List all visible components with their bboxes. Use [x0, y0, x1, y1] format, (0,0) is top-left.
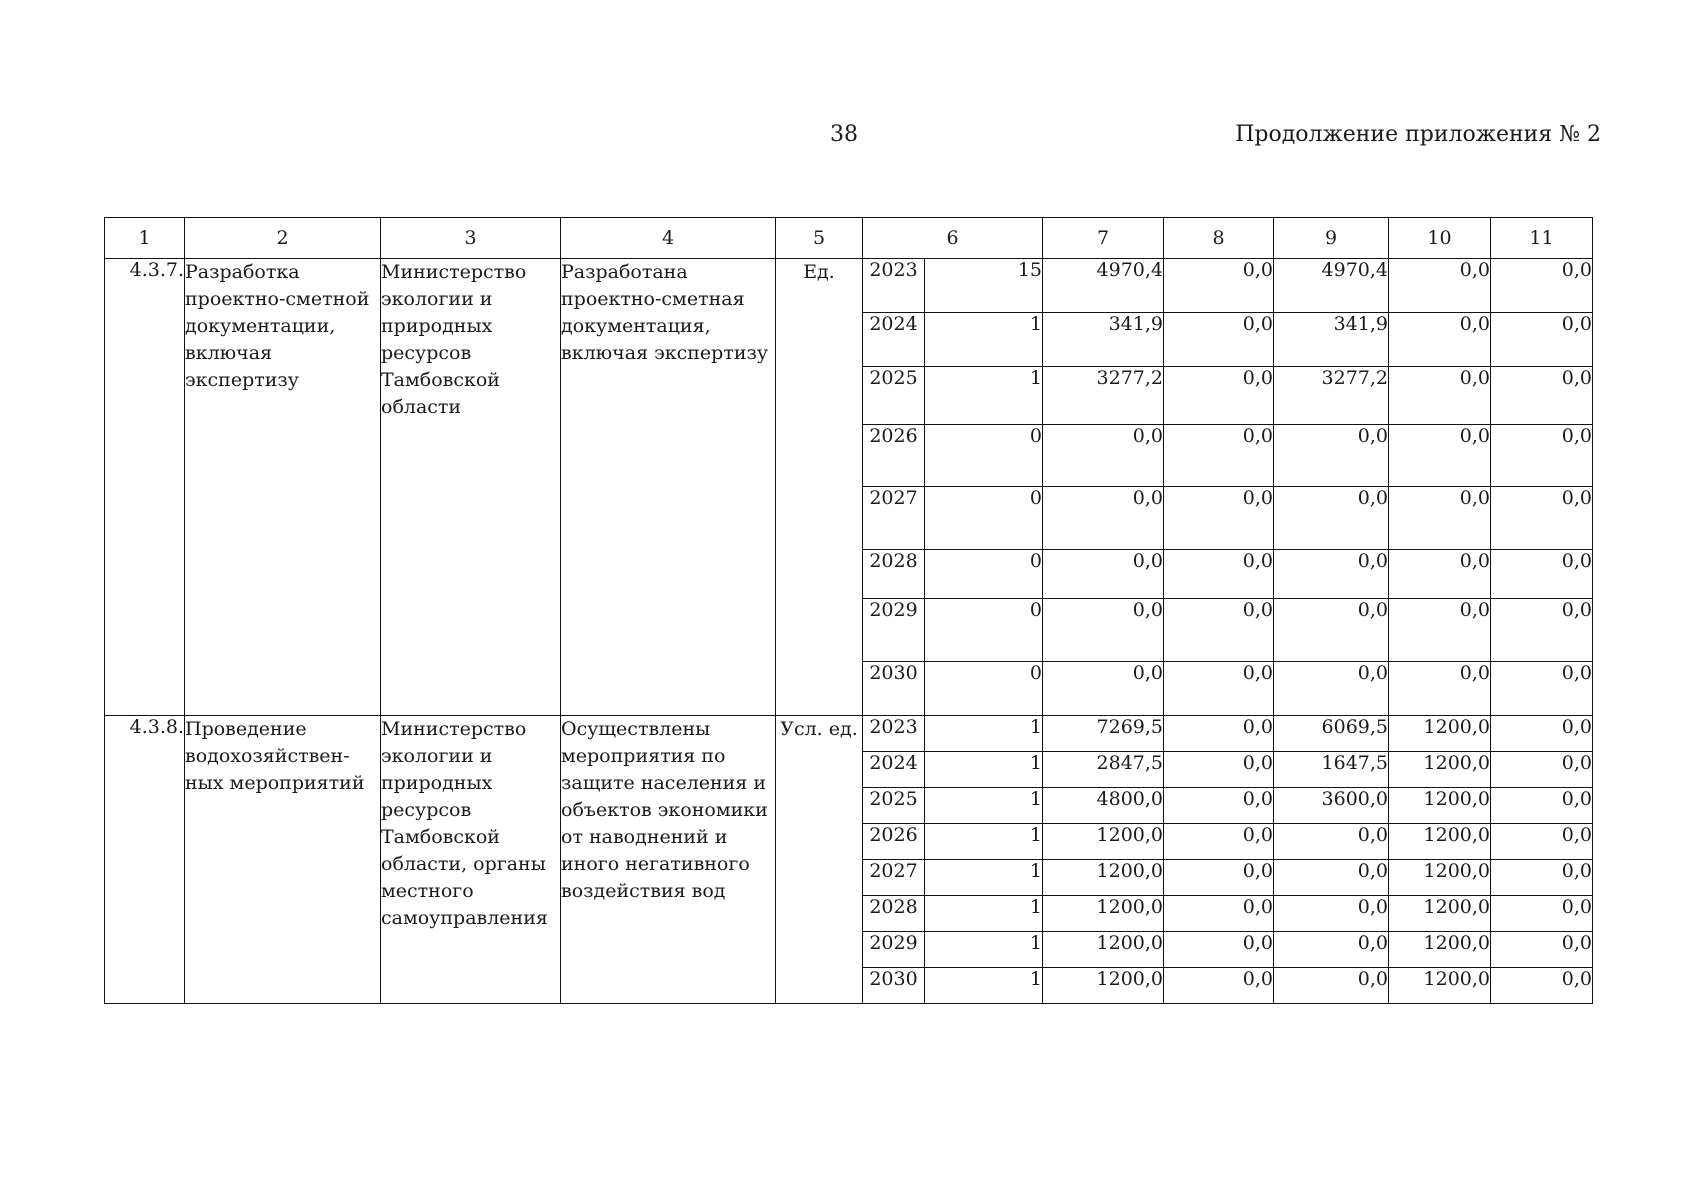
quantity-cell: 0 [925, 425, 1043, 487]
value-cell: 0,0 [1389, 599, 1491, 662]
value-cell: 0,0 [1164, 788, 1274, 824]
total-cell: 7269,5 [1043, 716, 1164, 752]
value-cell: 0,0 [1491, 550, 1593, 599]
year-cell: 2026 [863, 425, 925, 487]
value-cell: 0,0 [1389, 367, 1491, 425]
year-cell: 2026 [863, 824, 925, 860]
item-name: Проведение водохозяйствен-ных мероприятий [185, 716, 381, 1004]
year-cell: 2025 [863, 788, 925, 824]
value-cell: 0,0 [1164, 367, 1274, 425]
value-cell: 0,0 [1164, 860, 1274, 896]
value-cell: 0,0 [1164, 824, 1274, 860]
value-cell: 1647,5 [1274, 752, 1389, 788]
value-cell: 0,0 [1491, 968, 1593, 1004]
value-cell: 1200,0 [1389, 932, 1491, 968]
value-cell: 0,0 [1389, 259, 1491, 313]
item-unit: Ед. [776, 259, 863, 716]
item-unit: Усл. ед. [776, 716, 863, 1004]
value-cell: 0,0 [1491, 752, 1593, 788]
year-cell: 2025 [863, 367, 925, 425]
value-cell: 1200,0 [1389, 788, 1491, 824]
column-header: 5 [776, 218, 863, 259]
table-row [105, 716, 1593, 752]
total-cell: 3277,2 [1043, 367, 1164, 425]
column-header: 7 [1043, 218, 1164, 259]
total-cell: 0,0 [1043, 550, 1164, 599]
value-cell: 0,0 [1164, 752, 1274, 788]
total-cell: 0,0 [1043, 425, 1164, 487]
column-header: 4 [561, 218, 776, 259]
item-result: Осуществлены мероприятия по защите населения и объектов экономики от наводнений и иного негативного воздействия вод [561, 716, 776, 1004]
value-cell: 0,0 [1491, 367, 1593, 425]
value-cell: 1200,0 [1389, 752, 1491, 788]
value-cell: 0,0 [1274, 599, 1389, 662]
item-code: 4.3.8. [105, 716, 185, 1004]
total-cell: 341,9 [1043, 313, 1164, 367]
value-cell: 0,0 [1491, 425, 1593, 487]
column-header: 8 [1164, 218, 1274, 259]
total-cell: 2847,5 [1043, 752, 1164, 788]
value-cell: 0,0 [1164, 932, 1274, 968]
value-cell: 1200,0 [1389, 824, 1491, 860]
year-cell: 2023 [863, 259, 925, 313]
quantity-cell: 1 [925, 367, 1043, 425]
quantity-cell: 1 [925, 968, 1043, 1004]
value-cell: 0,0 [1274, 425, 1389, 487]
value-cell: 0,0 [1274, 860, 1389, 896]
year-cell: 2028 [863, 896, 925, 932]
value-cell: 0,0 [1491, 896, 1593, 932]
page-number: 38 [830, 122, 858, 147]
table-body [105, 218, 1593, 1004]
year-cell: 2024 [863, 752, 925, 788]
value-cell: 0,0 [1274, 662, 1389, 716]
item-name: Разработка проектно-сметной документации, включая экспертизу [185, 259, 381, 716]
total-cell: 1200,0 [1043, 860, 1164, 896]
year-cell: 2023 [863, 716, 925, 752]
year-cell: 2029 [863, 932, 925, 968]
value-cell: 0,0 [1389, 550, 1491, 599]
value-cell: 0,0 [1164, 716, 1274, 752]
total-cell: 0,0 [1043, 662, 1164, 716]
quantity-cell: 1 [925, 716, 1043, 752]
item-executor: Министерство экологии и природных ресурсов Тамбовской области [381, 259, 561, 716]
quantity-cell: 1 [925, 932, 1043, 968]
total-cell: 1200,0 [1043, 896, 1164, 932]
value-cell: 4970,4 [1274, 259, 1389, 313]
value-cell: 0,0 [1491, 716, 1593, 752]
value-cell: 0,0 [1164, 968, 1274, 1004]
year-cell: 2027 [863, 487, 925, 550]
value-cell: 0,0 [1491, 487, 1593, 550]
year-cell: 2030 [863, 968, 925, 1004]
quantity-cell: 1 [925, 313, 1043, 367]
value-cell: 0,0 [1274, 550, 1389, 599]
total-cell: 1200,0 [1043, 968, 1164, 1004]
quantity-cell: 1 [925, 896, 1043, 932]
value-cell: 0,0 [1389, 313, 1491, 367]
year-cell: 2030 [863, 662, 925, 716]
value-cell: 0,0 [1389, 662, 1491, 716]
column-numbers-row [105, 218, 1593, 259]
value-cell: 0,0 [1491, 860, 1593, 896]
value-cell: 0,0 [1164, 599, 1274, 662]
quantity-cell: 1 [925, 860, 1043, 896]
value-cell: 0,0 [1274, 487, 1389, 550]
total-cell: 4800,0 [1043, 788, 1164, 824]
value-cell: 0,0 [1164, 425, 1274, 487]
value-cell: 0,0 [1491, 662, 1593, 716]
value-cell: 0,0 [1491, 932, 1593, 968]
value-cell: 1200,0 [1389, 860, 1491, 896]
value-cell: 0,0 [1164, 313, 1274, 367]
value-cell: 0,0 [1491, 599, 1593, 662]
value-cell: 0,0 [1164, 487, 1274, 550]
total-cell: 1200,0 [1043, 824, 1164, 860]
value-cell: 1200,0 [1389, 716, 1491, 752]
column-header: 1 [105, 218, 185, 259]
quantity-cell: 15 [925, 259, 1043, 313]
value-cell: 1200,0 [1389, 896, 1491, 932]
total-cell: 0,0 [1043, 487, 1164, 550]
year-cell: 2029 [863, 599, 925, 662]
value-cell: 1200,0 [1389, 968, 1491, 1004]
value-cell: 3600,0 [1274, 788, 1389, 824]
value-cell: 0,0 [1164, 550, 1274, 599]
value-cell: 0,0 [1389, 487, 1491, 550]
total-cell: 1200,0 [1043, 932, 1164, 968]
value-cell: 0,0 [1164, 259, 1274, 313]
total-cell: 4970,4 [1043, 259, 1164, 313]
item-result: Разработана проектно-сметная документация, включая экспертизу [561, 259, 776, 716]
value-cell: 0,0 [1164, 896, 1274, 932]
quantity-cell: 0 [925, 662, 1043, 716]
quantity-cell: 0 [925, 599, 1043, 662]
column-header: 2 [185, 218, 381, 259]
year-cell: 2028 [863, 550, 925, 599]
column-header: 6 [863, 218, 1043, 259]
item-code: 4.3.7. [105, 259, 185, 716]
column-header: 10 [1389, 218, 1491, 259]
column-header: 11 [1491, 218, 1593, 259]
value-cell: 6069,5 [1274, 716, 1389, 752]
year-cell: 2027 [863, 860, 925, 896]
value-cell: 3277,2 [1274, 367, 1389, 425]
total-cell: 0,0 [1043, 599, 1164, 662]
quantity-cell: 0 [925, 487, 1043, 550]
program-table [104, 217, 1593, 1004]
value-cell: 0,0 [1274, 824, 1389, 860]
value-cell: 0,0 [1491, 313, 1593, 367]
quantity-cell: 1 [925, 788, 1043, 824]
value-cell: 0,0 [1274, 968, 1389, 1004]
appendix-note: Продолжение приложения № 2 [1235, 122, 1601, 147]
quantity-cell: 1 [925, 752, 1043, 788]
value-cell: 0,0 [1491, 259, 1593, 313]
value-cell: 341,9 [1274, 313, 1389, 367]
column-header: 3 [381, 218, 561, 259]
quantity-cell: 0 [925, 550, 1043, 599]
value-cell: 0,0 [1389, 425, 1491, 487]
value-cell: 0,0 [1274, 932, 1389, 968]
table-row [105, 259, 1593, 313]
value-cell: 0,0 [1164, 662, 1274, 716]
value-cell: 0,0 [1491, 824, 1593, 860]
value-cell: 0,0 [1274, 896, 1389, 932]
quantity-cell: 1 [925, 824, 1043, 860]
item-executor: Министерство экологии и природных ресурсов Тамбовской области, органы местного самоуправления [381, 716, 561, 1004]
value-cell: 0,0 [1491, 788, 1593, 824]
year-cell: 2024 [863, 313, 925, 367]
column-header: 9 [1274, 218, 1389, 259]
